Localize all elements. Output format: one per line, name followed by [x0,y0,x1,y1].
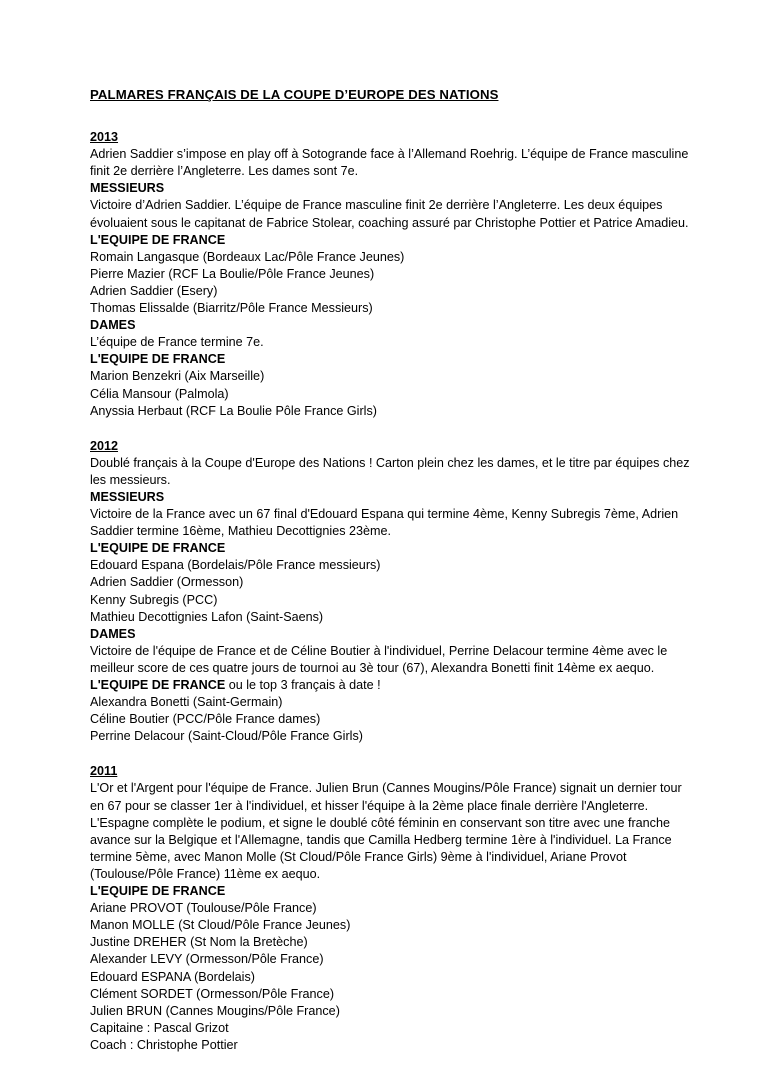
section-intro: Adrien Saddier s’impose en play off à Sotogrande face à l’Allemand Roehrig. L’équipe de France masculine finit 2e derrière l’Angleterre. Les dames sont 7e. [90,147,689,179]
document-title: PALMARES FRANÇAIS DE LA COUPE D’EUROPE DES NATIONS [90,87,499,102]
year-heading: 2013 [90,130,119,145]
team-heading-suffix: ou le top 3 français à date ! [225,678,381,692]
year-heading: 2011 [90,764,118,779]
section-2011 [90,763,690,1054]
team-member: Kenny Subregis (PCC) [90,592,218,607]
women-text: Victoire de l'équipe de France et de Céline Boutier à l'individuel, Perrine Delacour termine 4ème avec le meilleur score de ces quatre jours de tournoi au 3è tour (67), Alexandra Bonetti finit 14ème ex aequo. [90,643,668,675]
team-heading: L'EQUIPE DE FRANCE [90,541,226,556]
women-heading: DAMES [90,318,136,333]
team-member: Anyssia Herbaut (RCF La Boulie Pôle France Girls) [90,403,377,418]
team-member: Thomas Elissalde (Biarritz/Pôle France Messieurs) [90,301,373,316]
team-member: Adrien Saddier (Esery) [90,283,218,298]
team-member: Manon MOLLE (St Cloud/Pôle France Jeunes) [90,918,351,933]
section-intro: Doublé français à la Coupe d'Europe des Nations ! Carton plein chez les dames, et le titre par équipes chez les messieurs. [90,455,690,487]
team-member: Marion Benzekri (Aix Marseille) [90,369,265,384]
section-intro: L'Or et l'Argent pour l'équipe de France. Julien Brun (Cannes Mougins/Pôle France) signait un dernier tour en 67 pour se classer 1er à l'individuel, et hisser l'équipe à la 2ème place finale derrière l'Angleterre. L'Espagne complète le podium, et signe le doublé côté féminin en conservant son titre avec une franche avance sur la Belgique et l'Allemagne, tandis que Camilla Hedberg termine 1ère à l'individuel. La France termine 5ème, avec Manon Molle (St Cloud/Pôle France Girls) 9ème à l'individuel, Ariane Provot (Toulouse/Pôle France) 11ème ex aequo. [90,781,682,881]
team-member: Julien BRUN (Cannes Mougins/Pôle France) [90,1003,340,1018]
team-member: Edouard Espana (Bordelais/Pôle France messieurs) [90,558,381,573]
team-member: Perrine Delacour (Saint-Cloud/Pôle France Girls) [90,729,363,744]
women-heading: DAMES [90,626,136,641]
team-heading: L'EQUIPE DE FRANCE [90,884,226,899]
team-heading: L'EQUIPE DE FRANCE [90,352,226,367]
men-text: Victoire d’Adrien Saddier. L’équipe de France masculine finit 2e derrière l’Angleterre. Les deux équipes évoluaient sous le capitanat de Fabrice Stolear, coaching assuré par Christophe Pottier et Patrice Amadieu. [90,198,689,230]
team-member: Adrien Saddier (Ormesson) [90,575,244,590]
captain-line: Capitaine : Pascal Grizot [90,1020,229,1035]
team-member: Mathieu Decottignies Lafon (Saint-Saens) [90,609,324,624]
team-heading: L'EQUIPE DE FRANCE [90,678,226,692]
document-page [90,86,690,1072]
coach-line: Coach : Christophe Pottier [90,1037,238,1052]
year-heading: 2012 [90,438,119,453]
team-heading: L'EQUIPE DE FRANCE [90,232,226,247]
team-member: Célia Mansour (Palmola) [90,386,229,401]
team-member: Romain Langasque (Bordeaux Lac/Pôle France Jeunes) [90,249,405,264]
team-member: Alexandra Bonetti (Saint-Germain) [90,695,283,710]
team-member: Pierre Mazier (RCF La Boulie/Pôle France Jeunes) [90,266,375,281]
team-member: Edouard ESPANA (Bordelais) [90,969,255,984]
team-member: Ariane PROVOT (Toulouse/Pôle France) [90,901,317,916]
men-heading: MESSIEURS [90,489,165,504]
team-member: Céline Boutier (PCC/Pôle France dames) [90,712,321,727]
men-text: Victoire de la France avec un 67 final d'Edouard Espana qui termine 4ème, Kenny Subregis 7ème, Adrien Saddier termine 16ème, Mathieu Decottignies 23ème. [90,507,679,539]
section-2013 [90,129,690,420]
team-heading-line [90,677,690,694]
section-2012 [90,438,690,746]
women-text: L’équipe de France termine 7e. [90,335,264,350]
team-member: Alexander LEVY (Ormesson/Pôle France) [90,952,324,967]
team-member: Clément SORDET (Ormesson/Pôle France) [90,986,335,1001]
men-heading: MESSIEURS [90,181,165,196]
team-member: Justine DREHER (St Nom la Bretèche) [90,935,308,950]
